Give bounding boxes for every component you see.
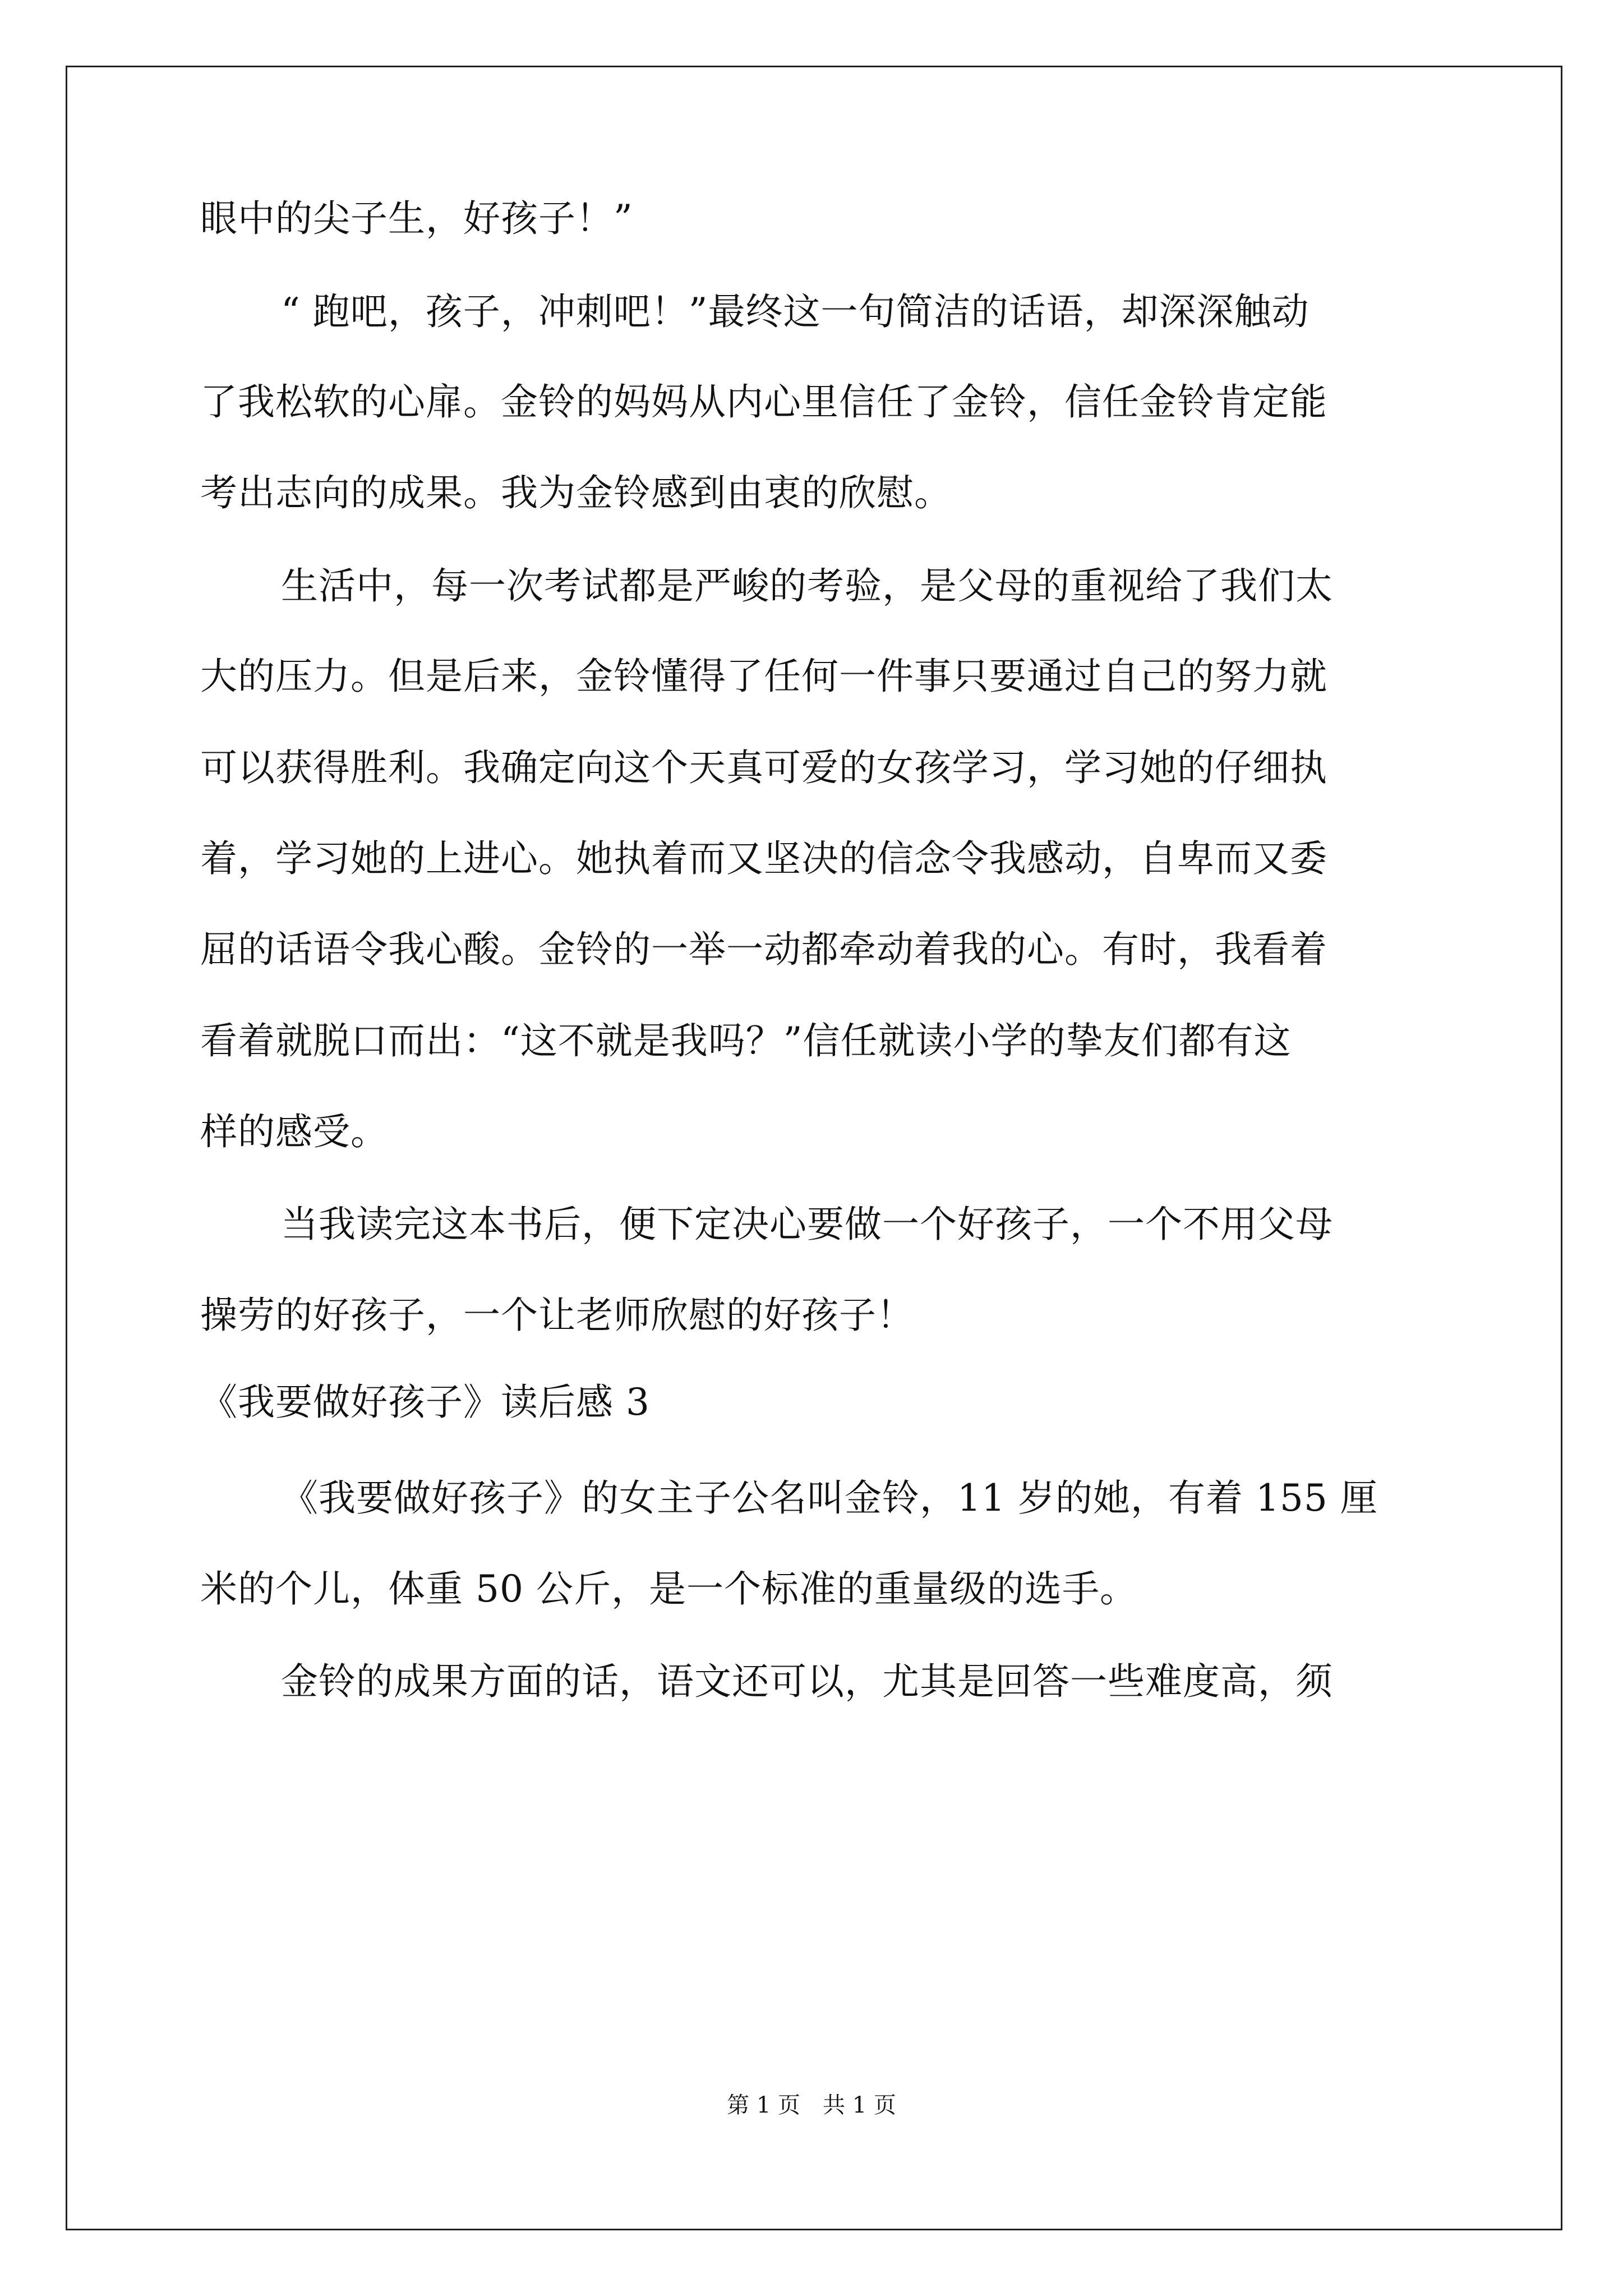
- text-line: 眼中的尖子生，好孩子！”: [200, 197, 633, 240]
- text-line: 《我要做好孩子》的女主子公名叫金铃，11 岁的她，有着 155 厘: [281, 1476, 1378, 1520]
- text-line: 了我松软的心扉。金铃的妈妈从内心里信任了金铃，信任金铃肯定能: [200, 380, 1327, 424]
- text-line: 大的压力。但是后来，金铃懂得了任何一件事只要通过自己的努力就: [200, 655, 1327, 698]
- text-line: 看着就脱口而出：“这不就是我吗？”信任就读小学的挚友们都有这: [200, 1019, 1292, 1062]
- section-heading: 《我要做好孩子》读后感 3: [200, 1381, 650, 1424]
- text-line: 可以获得胜利。我确定向这个天真可爱的女孩学习，学习她的仔细执: [200, 746, 1327, 789]
- text-line: 考出志向的成果。我为金铃感到由衷的欣慰。: [200, 471, 952, 514]
- text-line: 当我读完这本书后，便下定决心要做一个好孩子，一个不用父母: [281, 1203, 1333, 1246]
- text-line: 着，学习她的上进心。她执着而又坚决的信念令我感动，自卑而又委: [200, 837, 1327, 880]
- text-line: 样的感受。: [200, 1110, 388, 1153]
- text-line: 操劳的好孩子，一个让老师欣慰的好孩子！: [200, 1294, 914, 1337]
- text-line: 屈的话语令我心酸。金铃的一举一动都牵动着我的心。有时，我看着: [200, 928, 1327, 971]
- text-line: 米的个儿，体重 50 公斤，是一个标准的重量级的选手。: [200, 1567, 1137, 1611]
- text-line: 金铃的成果方面的话，语文还可以，尤其是回答一些难度高，须: [281, 1660, 1333, 1703]
- text-line: 生活中，每一次考试都是严峻的考验，是父母的重视给了我们太: [281, 564, 1333, 608]
- page-number-footer: 第 1 页 共 1 页: [727, 2092, 896, 2118]
- text-line: “ 跑吧，孩子，冲刺吧！”最终这一句简洁的话语，却深深触动: [281, 290, 1310, 333]
